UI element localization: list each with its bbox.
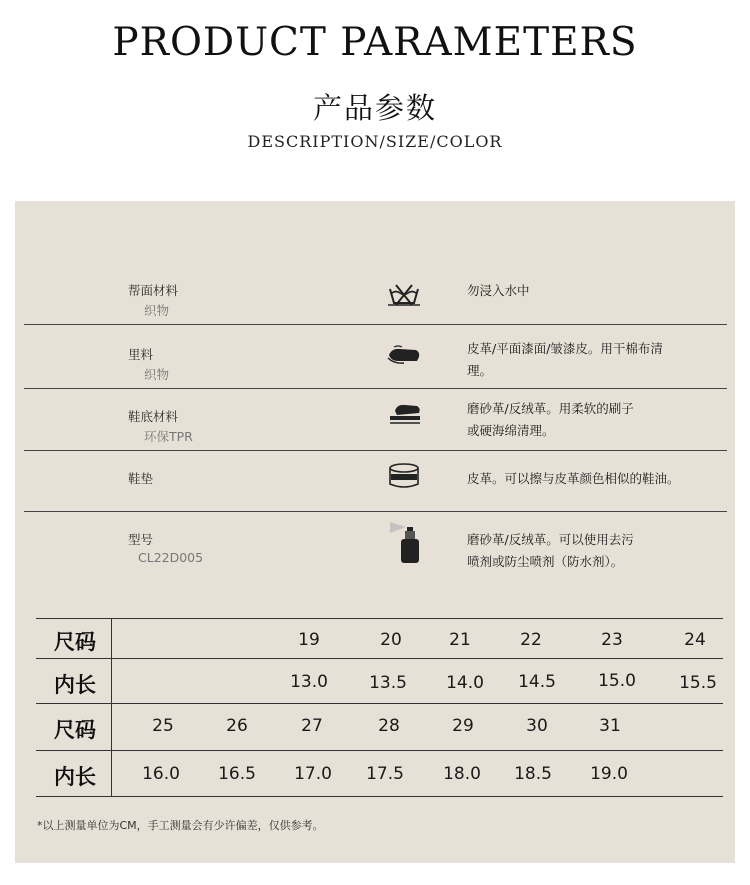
size-cell: 21 xyxy=(449,630,471,650)
param-value-sole: 环保TPR xyxy=(144,429,193,444)
length-cell: 15.0 xyxy=(598,671,636,691)
length-header: 内长 xyxy=(54,673,96,697)
size-table-border xyxy=(36,618,723,619)
param-value-upper: 织物 xyxy=(144,303,170,318)
size-cell: 28 xyxy=(378,716,400,736)
size-cell: 22 xyxy=(520,630,542,650)
param-label-sole: 鞋底材料 xyxy=(128,409,179,424)
length-cell: 16.0 xyxy=(142,764,180,784)
no-wash-icon xyxy=(386,281,422,307)
size-table-border xyxy=(36,750,723,751)
param-label-model: 型号 xyxy=(128,532,154,547)
size-cell: 24 xyxy=(684,630,706,650)
care-text-5: 磨砂革/反绒革。可以使用去污 喷剂或防尘喷剂（防水剂）。 xyxy=(467,532,634,569)
brush-icon xyxy=(387,401,423,427)
shoe-polish-icon xyxy=(388,462,420,490)
care-text-3: 磨砂革/反绒革。用柔软的刷子 或硬海绵清理。 xyxy=(467,401,634,438)
size-table-separator xyxy=(111,618,112,703)
length-cell: 18.5 xyxy=(514,764,552,784)
size-cell: 31 xyxy=(599,716,621,736)
size-table-border xyxy=(36,703,723,704)
care-text-4: 皮革。可以擦与皮革颜色相似的鞋油。 xyxy=(467,471,680,486)
size-header: 尺码 xyxy=(54,718,96,742)
row-divider xyxy=(24,511,727,512)
care-text-2: 皮革/平面漆面/皱漆皮。用干棉布清 理。 xyxy=(467,341,663,378)
param-label-lining: 里料 xyxy=(128,347,154,362)
page-subtitle: DESCRIPTION/SIZE/COLOR xyxy=(247,132,503,151)
size-cell: 30 xyxy=(526,716,548,736)
wipe-cloth-icon xyxy=(386,343,422,365)
spray-can-icon xyxy=(388,521,424,565)
size-cell: 25 xyxy=(152,716,174,736)
size-cell: 29 xyxy=(452,716,474,736)
care-text-1: 勿浸入水中 xyxy=(467,283,530,298)
size-cell: 20 xyxy=(380,630,402,650)
length-cell: 13.0 xyxy=(290,672,328,692)
size-header: 尺码 xyxy=(54,630,96,654)
size-cell: 19 xyxy=(298,630,320,650)
size-table-border xyxy=(36,796,723,797)
row-divider xyxy=(24,388,727,389)
page-title-en: PRODUCT PARAMETERS xyxy=(112,20,638,65)
length-cell: 18.0 xyxy=(443,764,481,784)
param-value-lining: 织物 xyxy=(144,367,170,382)
row-divider xyxy=(24,450,727,451)
size-cell: 26 xyxy=(226,716,248,736)
size-table-border xyxy=(36,658,723,659)
size-cell: 27 xyxy=(301,716,323,736)
size-table-separator xyxy=(111,703,112,796)
length-cell: 19.0 xyxy=(590,764,628,784)
page-title-cn: 产品参数 xyxy=(312,91,437,125)
length-cell: 13.5 xyxy=(369,673,407,693)
length-cell: 17.0 xyxy=(294,764,332,784)
size-cell: 23 xyxy=(601,630,623,650)
param-label-upper: 帮面材料 xyxy=(128,283,179,298)
footnote: *以上测量单位为CM，手工测量会有少许偏差，仅供参考。 xyxy=(37,819,324,832)
length-cell: 16.5 xyxy=(218,764,256,784)
row-divider xyxy=(24,324,727,325)
length-cell: 14.5 xyxy=(518,672,556,692)
length-cell: 14.0 xyxy=(446,673,484,693)
param-value-model: CL22D005 xyxy=(138,550,204,565)
length-cell: 17.5 xyxy=(366,764,404,784)
length-cell: 15.5 xyxy=(679,673,717,693)
param-label-insole: 鞋垫 xyxy=(128,471,154,486)
length-header: 内长 xyxy=(54,765,96,789)
